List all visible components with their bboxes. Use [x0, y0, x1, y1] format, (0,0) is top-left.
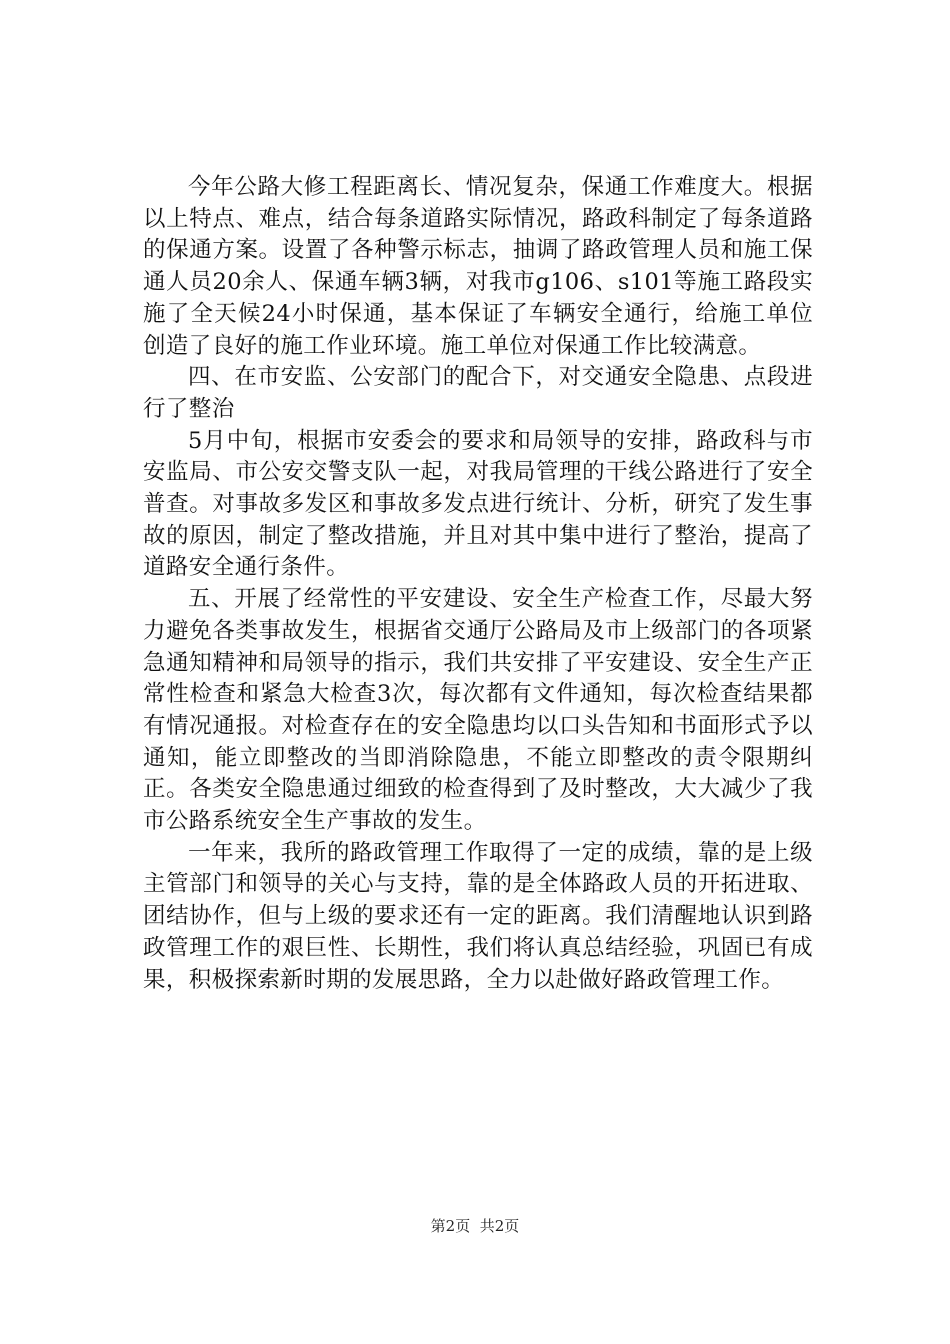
- paragraph-section-five: 五、开展了经常性的平安建设、安全生产检查工作，尽最大努力避免各类事故发生，根据省交通厅公路局及市上级部门的各项紧急通知精神和局领导的指示，我们共安排了平安建设、安全生产正常性检查和紧急大检查3次，每次都有文件通知，每次检查结果都有情况通报。对检查存在的安全隐患均以口头告知和书面形式予以通知，能立即整改的当即消除隐患，不能立即整改的责令限期纠正。各类安全隐患通过细致的检查得到了及时整改，大大减少了我市公路系统安全生产事故的发生。: [143, 586, 813, 835]
- paragraph-safety-survey: 5月中旬，根据市安委会的要求和局领导的安排，路政科与市安监局、市公安交警支队一起，对我局管理的干线公路进行了安全普查。对事故多发区和事故多发点进行统计、分析，研究了发生事故的原因，制定了整改措施，并且对其中集中进行了整治，提高了道路安全通行条件。: [143, 427, 813, 581]
- paragraph-road-maintenance: 今年公路大修工程距离长、情况复杂，保通工作难度大。根据以上特点、难点，结合每条道路实际情况，路政科制定了每条道路的保通方案。设置了各种警示标志，抽调了路政管理人员和施工保通人员20余人、保通车辆3辆，对我市g106、s101等施工路段实施了全天候24小时保通，基本保证了车辆安全通行，给施工单位创造了良好的施工作业环境。施工单位对保通工作比较满意。: [143, 174, 813, 359]
- page-number-current: 第2页: [430, 1217, 471, 1235]
- paragraph-conclusion: 一年来，我所的路政管理工作取得了一定的成绩，靠的是上级主管部门和领导的关心与支持，靠的是全体路政人员的开拓进取、团结协作，但与上级的要求还有一定的距离。我们清醒地认识到路政管理工作的艰巨性、长期性，我们将认真总结经验，巩固已有成果，积极探索新时期的发展思路，全力以赴做好路政管理工作。: [143, 839, 813, 993]
- document-body: [143, 172, 813, 996]
- paragraph-section-four-heading: 四、在市安监、公安部门的配合下，对交通安全隐患、点段进行了整治: [143, 364, 813, 422]
- page-footer: [0, 1216, 950, 1236]
- footer-spacer: [470, 1217, 480, 1235]
- page-number-total: 共2页: [479, 1217, 520, 1235]
